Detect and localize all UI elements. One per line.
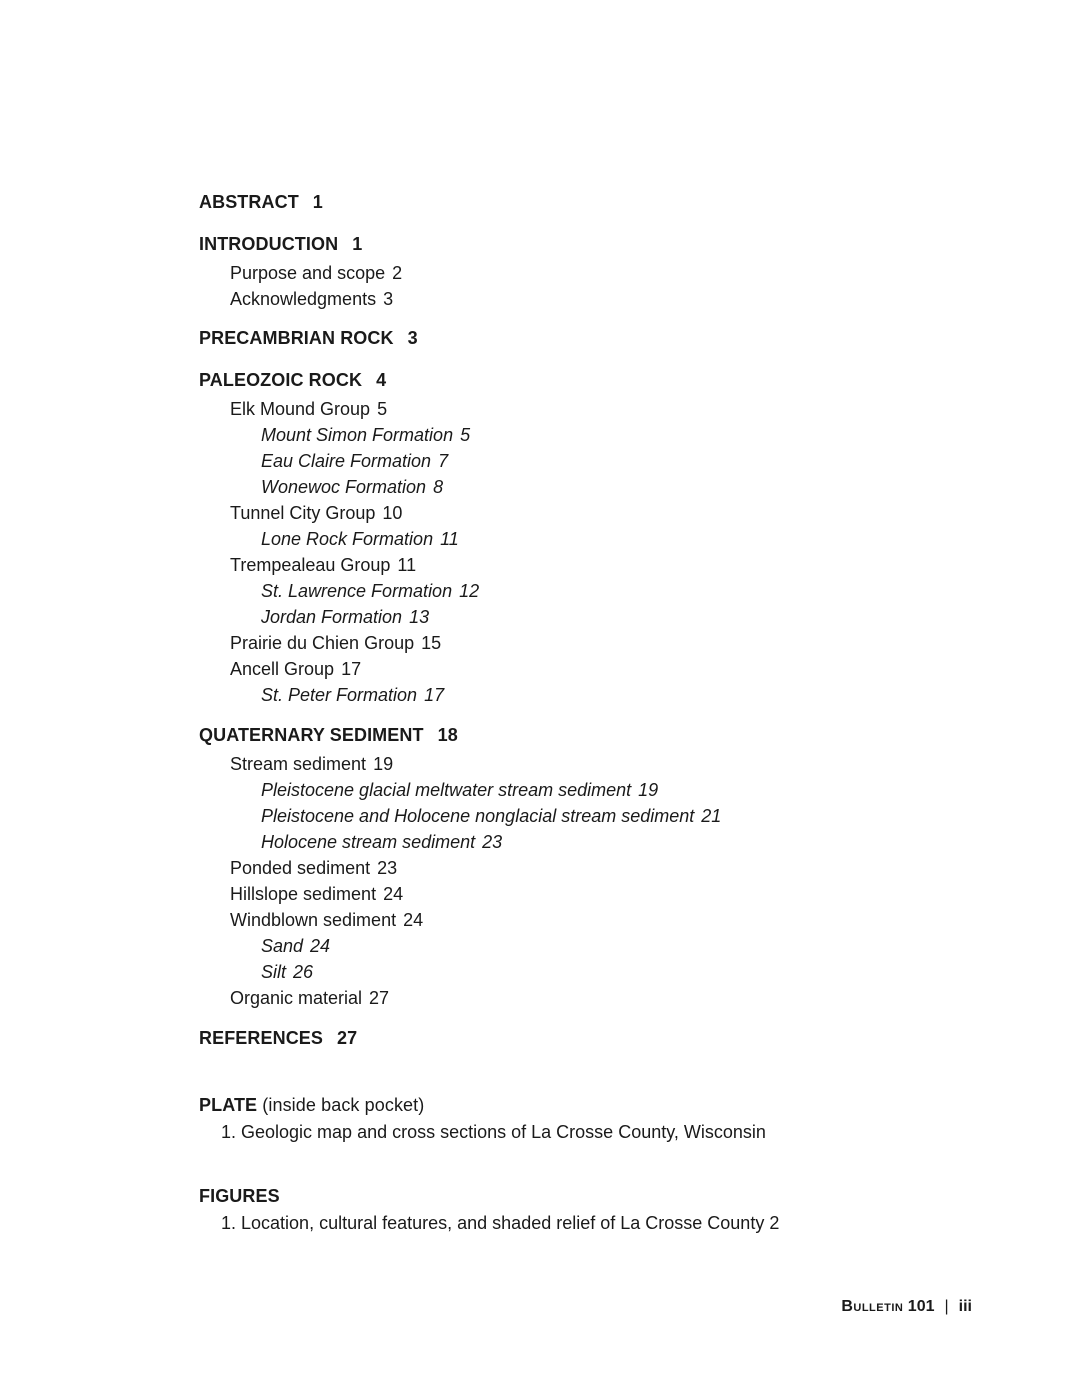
toc-page: 2 xyxy=(392,263,403,283)
toc-title: PALEOZOIC ROCK xyxy=(199,370,363,390)
toc-title: ABSTRACT xyxy=(199,192,299,212)
toc-title: Ancell Group xyxy=(230,659,335,679)
toc-entry-sand xyxy=(261,935,330,957)
toc-title: Elk Mound Group xyxy=(230,399,371,419)
toc-entry-quaternary-sediment xyxy=(199,724,458,746)
toc-page: 1 xyxy=(312,192,323,212)
toc-page: 26 xyxy=(293,962,314,982)
toc-page: 17 xyxy=(341,659,362,679)
toc-entry-pleistocene-holocene-nonglacial xyxy=(261,805,721,827)
toc-entry-tunnel-city-group xyxy=(230,502,402,524)
page-footer xyxy=(841,1296,972,1318)
toc-entry-hillslope-sediment xyxy=(230,883,403,905)
toc-entry-st-peter-formation xyxy=(261,684,444,706)
toc-page: 17 xyxy=(424,685,445,705)
toc-entry-wonewoc-formation xyxy=(261,476,443,498)
toc-page: 15 xyxy=(421,633,442,653)
toc-title: Windblown sediment xyxy=(230,910,397,930)
toc-entry-prairie-du-chien-group xyxy=(230,632,441,654)
toc-page: 5 xyxy=(377,399,388,419)
toc-entry-acknowledgments xyxy=(230,288,393,310)
toc-title: Pleistocene glacial meltwater stream sediment xyxy=(261,780,632,800)
toc-entry-ponded-sediment xyxy=(230,857,397,879)
toc-entry-jordan-formation xyxy=(261,606,429,628)
plate-heading-label: PLATE xyxy=(199,1095,258,1115)
toc-entry-mount-simon-formation xyxy=(261,424,470,446)
toc-page: 24 xyxy=(403,910,424,930)
toc-entry-trempealeau-group xyxy=(230,554,416,576)
toc-page: 11 xyxy=(397,555,417,575)
toc-entry-organic-material xyxy=(230,987,389,1009)
toc-title: St. Lawrence Formation xyxy=(261,581,453,601)
toc-page: 27 xyxy=(337,1028,358,1048)
toc-title: Holocene stream sediment xyxy=(261,832,476,852)
toc-page: 23 xyxy=(377,858,398,878)
toc-title: Lone Rock Formation xyxy=(261,529,434,549)
plate-item: 1. Geologic map and cross sections of La Crosse County, Wisconsin xyxy=(221,1122,766,1142)
toc-page: 7 xyxy=(438,451,449,471)
toc-entry-pleistocene-glacial-meltwater xyxy=(261,779,658,801)
toc-page: 19 xyxy=(373,754,394,774)
toc-title: Tunnel City Group xyxy=(230,503,376,523)
toc-title: Sand xyxy=(261,936,304,956)
footer-series: Bulletin xyxy=(841,1298,904,1315)
toc-page: 24 xyxy=(310,936,331,956)
toc-page: 23 xyxy=(482,832,503,852)
toc-entry-precambrian-rock xyxy=(199,327,418,349)
toc-title: Stream sediment xyxy=(230,754,367,774)
toc-title: Pleistocene and Holocene nonglacial stream sediment xyxy=(261,806,695,826)
toc-entry-eau-claire-formation xyxy=(261,450,448,472)
toc-page: 27 xyxy=(369,988,390,1008)
plate-heading xyxy=(199,1094,424,1116)
footer-number: 101 xyxy=(907,1298,935,1315)
footer-separator: | xyxy=(944,1298,949,1315)
toc-page: 3 xyxy=(407,328,418,348)
plate-note: (inside back pocket) xyxy=(262,1095,425,1115)
toc-page: 24 xyxy=(383,884,404,904)
toc-title: Ponded sediment xyxy=(230,858,371,878)
toc-page: 11 xyxy=(440,529,459,549)
toc-title: Trempealeau Group xyxy=(230,555,391,575)
toc-page: 19 xyxy=(638,780,659,800)
toc-title: Hillslope sediment xyxy=(230,884,377,904)
toc-title: QUATERNARY SEDIMENT xyxy=(199,725,424,745)
toc-entry-windblown-sediment xyxy=(230,909,423,931)
toc-page: 21 xyxy=(701,806,722,826)
toc-page: 3 xyxy=(383,289,394,309)
toc-page: 10 xyxy=(382,503,403,523)
toc-title: Purpose and scope xyxy=(230,263,386,283)
toc-entry-st-lawrence-formation xyxy=(261,580,479,602)
footer-page-number: iii xyxy=(958,1298,972,1315)
toc-title: Mount Simon Formation xyxy=(261,425,454,445)
toc-title: INTRODUCTION xyxy=(199,234,339,254)
toc-page: 4 xyxy=(376,370,387,390)
toc-title: St. Peter Formation xyxy=(261,685,418,705)
toc-title: Silt xyxy=(261,962,287,982)
toc-page: 8 xyxy=(433,477,444,497)
toc-entry-lone-rock-formation xyxy=(261,528,459,550)
toc-entry-holocene-stream-sediment xyxy=(261,831,502,853)
toc-entry-abstract xyxy=(199,191,323,213)
toc-title: REFERENCES xyxy=(199,1028,324,1048)
toc-title: Organic material xyxy=(230,988,363,1008)
toc-entry-ancell-group xyxy=(230,658,361,680)
toc-title: Wonewoc Formation xyxy=(261,477,427,497)
toc-page: 13 xyxy=(409,607,430,627)
toc-page: 1 xyxy=(352,234,363,254)
toc-title: Acknowledgments xyxy=(230,289,377,309)
figures-heading: FIGURES xyxy=(199,1186,280,1206)
toc-entry-purpose-and-scope xyxy=(230,262,402,284)
toc-entry-silt xyxy=(261,961,313,983)
toc-entry-paleozoic-rock xyxy=(199,369,386,391)
toc-title: Prairie du Chien Group xyxy=(230,633,415,653)
toc-page: 18 xyxy=(437,725,458,745)
toc-entry-elk-mound-group xyxy=(230,398,387,420)
toc-title: Eau Claire Formation xyxy=(261,451,432,471)
figure-item: 1. Location, cultural features, and shaded relief of La Crosse County 2 xyxy=(221,1213,780,1233)
toc-entry-references xyxy=(199,1027,357,1049)
toc-page: 12 xyxy=(459,581,480,601)
toc-entry-stream-sediment xyxy=(230,753,393,775)
toc-title: PRECAMBRIAN ROCK xyxy=(199,328,394,348)
toc-page: 5 xyxy=(460,425,471,445)
toc-entry-introduction xyxy=(199,233,362,255)
toc-title: Jordan Formation xyxy=(261,607,403,627)
